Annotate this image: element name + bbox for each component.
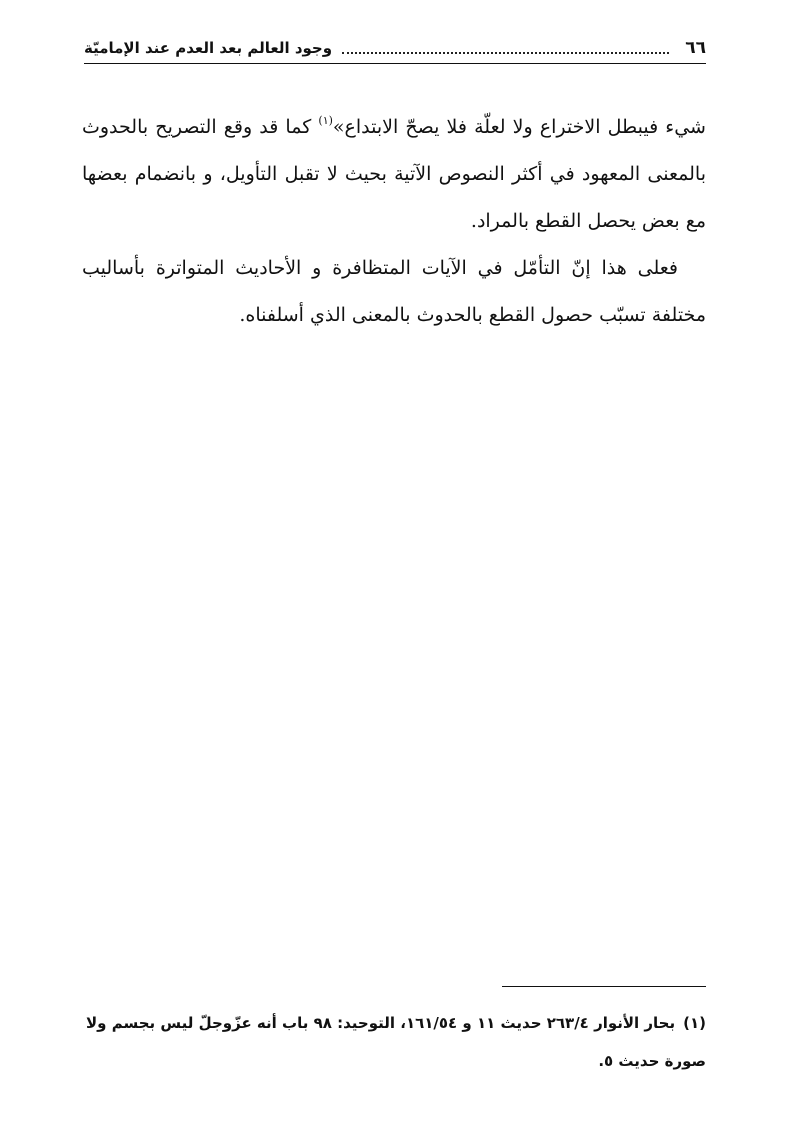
footnote-1-text: بحار الأنوار ٢٦٣/٤ حديث ١١ و ١٦١/٥٤، التوحيد: ٩٨ باب أنه عزّوجلّ ليس بجسم ولا صورة حديث ٥. xyxy=(86,1014,706,1070)
running-header xyxy=(84,34,706,62)
paragraph-1-rest: كما قد وقع التصريح بالحدوث بالمعنى المعهود في أكثر النصوص الآتية بحيث لا تقبل التأويل، و بانضمام بعضها مع بعض يحصل القطع بالمراد. xyxy=(82,116,706,232)
header-leader-dots xyxy=(342,50,669,54)
footnote-reference-1[interactable]: (١) xyxy=(318,114,333,127)
footnote-1 xyxy=(82,1004,706,1080)
main-text xyxy=(82,104,706,339)
running-title: وجود العالم بعد العدم عند الإماميّة xyxy=(84,39,333,57)
header-rule xyxy=(84,63,706,64)
footnote-1-number: (١) xyxy=(683,1014,706,1032)
paragraph-2: فعلى هذا إنّ التأمّل في الآيات المتظافرة و الأحاديث المتواترة بأساليب مختلفة تسبّب حصول القطع بالحدوث بالمعنى الذي أسلفناه. xyxy=(82,257,706,326)
footnote-separator xyxy=(502,986,706,987)
footnotes xyxy=(82,1004,706,1080)
paragraph-1 xyxy=(82,104,706,245)
paragraph-1-quote: شيء فيبطل الاختراع ولا لعلّة فلا يصحّ الابتداع» xyxy=(332,116,706,138)
page-number: ٦٦ xyxy=(685,38,706,58)
